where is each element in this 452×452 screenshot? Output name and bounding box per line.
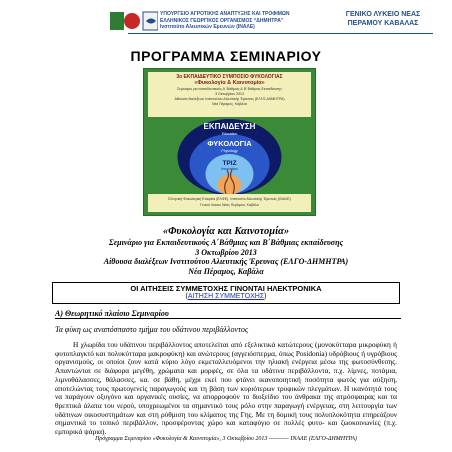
ring-label-phycology: ΦΥΚΟΛΟΓΙΑ — [207, 139, 252, 148]
ministry-line: Ινστιτούτο Αλιευτικών Ερευνών (ΙΝΑΛΕ) — [160, 24, 255, 30]
poster-line: «Φυκολογία & Καινοτομία» — [194, 80, 265, 86]
link-paren-open: ( — [185, 293, 188, 300]
organization-logos — [110, 10, 158, 32]
poster-header-panel — [148, 72, 311, 117]
section-divider — [55, 318, 401, 319]
poster-line: Σεμινάριο για εκπαιδευτικούς Α' Βάθμιας & Β' Βάθμιας Εκπαίδευσης — [177, 87, 282, 91]
school-line: ΓΕΝΙΚΟ ΛΥΚΕΙΟ ΝΕΑΣ — [345, 11, 421, 18]
link-paren-close: ) — [264, 293, 267, 300]
poster-rings-artwork — [148, 117, 311, 194]
poster-line: 3 Οκτωβρίου 2013 — [215, 92, 244, 96]
seminar-audience: Σεμινάριο για Εκπαιδευτικούς Α΄Βάθμιας και Β΄Βάθμιας εκπαίδευσης — [108, 238, 344, 247]
poster-footer-line: Ελληνική Φυκολογική Εταιρεία (ΕΛΦΕ), Ινστιτούτο Αλιευτικής Έρευνας (ΙΝΑΛΕ) — [168, 197, 291, 201]
registration-notice-text: ΟΙ ΑΙΤΗΣΕΙΣ ΣΥΜΜΕΤΟΧΗΣ ΓΙΝΟΝΤΑΙ ΗΛΕΚΤΡΟΝΙΚΑ — [130, 284, 322, 293]
ministry-line: ΕΛΛΗΝΙΚΟΣ ΓΕΩΡΓΙΚΟΣ ΟΡΓΑΝΙΣΜΟΣ “ΔΗΜΗΤΡΑ” — [160, 17, 284, 24]
seminar-venue: Αίθουσα διαλέξεων Ινστιτούτου Αλιευτικής Έρευνας (ΕΛΓΟ-ΔΗΜΗΤΡΑ) — [103, 257, 349, 266]
poster-footer-line: Γενικό Λύκειο Νέας Περάμου, Καβάλα — [200, 203, 259, 207]
poster-line: Αίθουσα διαλέξεων Ινστιτούτου Αλιευτικής Έρευνας (ΕΛΓΟ-ΔΗΜΗΤΡΑ) — [174, 97, 285, 101]
ring-sub-education: Education — [221, 132, 238, 136]
section-subheading: Τα φύκη ως αναπόσπαστο τμήμα του υδάτινου περιβάλλοντος — [55, 325, 249, 334]
section-heading: Α) Θεωρητικό πλαίσιο Σεμιναρίου — [55, 309, 169, 318]
registration-notice — [52, 282, 400, 304]
poster-line: Νέα Πέραμος, Καβάλα — [212, 102, 247, 106]
ring-label-education: ΕΚΠΑΙΔΕΥΣΗ — [203, 122, 256, 131]
seminar-date: 3 Οκτωβρίου 2013 — [195, 247, 257, 257]
page-title: ΠΡΟΓΡΑΜΜΑ ΣΕΜΙΝΑΡΙΟΥ — [130, 48, 322, 64]
elgo-emblem — [124, 13, 140, 29]
registration-link-line — [53, 293, 399, 300]
header-divider — [128, 33, 433, 34]
poster-footer-panel — [148, 194, 311, 212]
seminar-title: «Φυκολογία και Καινοτομία» — [162, 226, 290, 237]
seminar-location: Νέα Πέραμος, Καβάλα — [188, 266, 264, 276]
section-paragraph: Η χλωρίδα του υδάτινου περιβάλλοντος αποτελείται από εξελικτικά κατώτερους (μονοκύτταρα μικροφύκη ή φυτοπλαγκτό και πολυκύτταρα μακροφύκη) και ανώτερους (αγγειόσπερμα, όπως Posidonia) υδρόβιους ή υγρόβιους οργανισμούς, οι οποίοι ζουν κατά κύριο λόγο εκμεταλλευόμενοι την ηλιακή ενέργεια μέσω της φωτοσύνθεσης. Απαντώνται σε διάφορα μεγέθη, χρώματα και μορφές, σε όλα τα υδάτινα περιβάλλοντα, π.χ. λίμνες, ποτάμια, λιμνοθάλασσες, θάλασσες, κα. σε βάθη, μέχρι εκεί που φτάνει ικανοποιητική ποσότητα φωτός για αύξηση, αποτελώντας τους πρωτογενείς παραγωγούς και τη βάση των κυριότερων τροφικών πλεγμάτων. Η ικανότητά τους να παράγουν οξυγόνο και οργανικές ουσίες, να απορροφούν το διοξείδιο του άνθρακα της ατμόσφαιρας και τα θρεπτικά άλατα του νερού, υποχρεωμένοι τα σημαντικό τους ρόλο στην παραγωγή ενέργειας, στη λειτουργία των υδάτινων οικοσυστημάτων και στη ρύθμιση του κλίματος της Γης. Με τη δομική τους πολυπλοκότητα επηρεάζουν σημαντικά το τοπικό περιβάλλον, προσφέροντας χώρο και καταφύγιο σε πολλές φυτο- και ζωοκοινωνίες (π.χ. εμπορικά ψάρια). — [55, 340, 397, 437]
ministry-block — [160, 11, 318, 31]
ring-sub-innovation: Innovation — [221, 167, 238, 171]
page-footer: Πρόγραμμα Σεμιναρίου «Φυκολογία & Καινοτομία», 3 Οκτωβρίου 2013 ---------- ΙΝΑΛΕ (ΕΛΓΟ-ΔΗΜΗΤΡΑ) — [95, 436, 357, 442]
symposium-poster — [143, 68, 316, 216]
seminar-info — [0, 225, 452, 276]
poster-line: 3ο ΕΚΠΑΙΔΕΥΤΙΚΟ ΣΥΜΠΟΣΙΟ ΦΥΚΟΛΟΓΙΑΣ — [176, 74, 283, 80]
school-line: ΠΕΡΑΜΟΥ ΚΑΒΑΛΑΣ — [347, 19, 419, 27]
ring-label-innovation: ΤΡΙΖ — [222, 160, 237, 167]
ministry-emblem — [110, 12, 124, 30]
ministry-line: ΥΠΟΥΡΓΕΙΟ ΑΓΡΟΤΙΚΗΣ ΑΝΑΠΤΥΞΗΣ ΚΑΙ ΤΡΟΦΙΜΩΝ — [160, 11, 290, 17]
ring-sub-phycology: Phycology — [221, 149, 238, 153]
registration-link[interactable]: ΑΙΤΗΣΗ ΣΥΜΜΕΤΟΧΗΣ — [187, 293, 265, 300]
school-block — [333, 11, 433, 28]
